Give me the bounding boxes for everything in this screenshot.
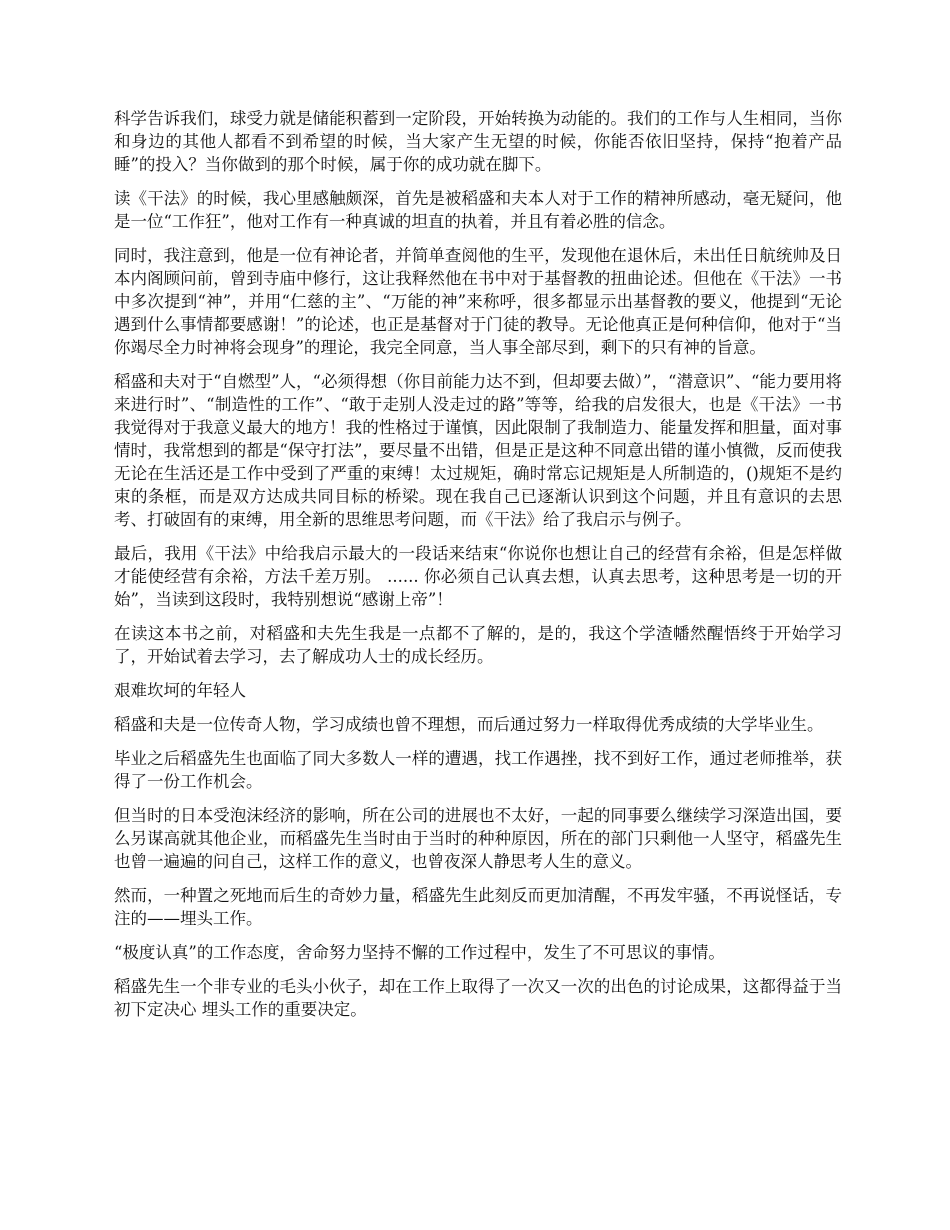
document-body — [114, 107, 842, 1032]
paragraph-extreme-diligence: “极度认真”的工作态度，舍命努力坚持不懈的工作过程中，发生了不可思议的事情。 — [114, 943, 725, 962]
paragraph-closing-quote: 最后，我用《干法》中给我启示最大的一段话来结束“你说你也想让自己的经营有余裕，但是怎样做才能使经营有余裕，方法千差万别。 ...... 你必须自己认真去想，认真去思考，这种思考是一切的开始”，当读到这段时，我特别想说“感谢上帝”！ — [114, 544, 842, 609]
paragraph-theist-observation: 同时，我注意到，他是一位有神论者，并简单查阅他的生平，发现他在退休后，未出任日航统帅及日本内阁顾问前，曾到寺庙中修行，这让我释然他在书中对于基督教的扭曲论述。但他在《干法》一书中多次提到“神”，并用“仁慈的主”、“万能的神”来称呼，很多都显示出基督教的要义，他提到“无论遇到什么事情都要感谢！”的论述，也正是基督对于门徒的教导。无论他真正是何种信仰，他对于“当你竭尽全力时神将会现身”的理论，我完全同意，当人事全部尽到，剩下的只有神的旨意。 — [114, 246, 842, 357]
paragraph-after-graduation: 毕业之后稻盛先生也面临了同大多数人一样的遭遇，找工作遇挫，找不到好工作，通过老师推举，获得了一份工作机会。 — [114, 749, 842, 791]
paragraph-self-ignition: 稻盛和夫对于“自燃型”人，“必须得想（你目前能力达不到，但却要去做）”，“潜意识”、“能力要用将来进行时”、“制造性的工作”、“敢于走别人没走过的路”等等，给我的启发很大，也是《干法》一书我觉得对于我意义最大的地方！我的性格过于谨慎，因此限制了我制造力、能量发挥和胆量，面对事情时，我常想到的都是“保守打法”，要尽量不出错，但是正是这种不同意出错的谨小慎微，反而使我无论在生活还是工作中受到了严重的束缚！太过规矩，确时常忘记规矩是人所制造的，()规矩不是约束的条框，而是双方达成共同目标的桥梁。现在我自己已逐渐认识到这个问题，并且有意识的去思考、打破固有的束缚，用全新的思维思考问题，而《干法》给了我启示与例子。 — [114, 372, 842, 529]
paragraph-results: 稻盛先生一个非专业的毛头小伙子，却在工作上取得了一次又一次的出色的讨论成果，这都得益于当初下定决心 埋头工作的重要决定。 — [114, 977, 842, 1019]
paragraph-reading-impression: 读《干法》的时候，我心里感触颇深，首先是被稻盛和夫本人对于工作的精神所感动，毫无疑问，他是一位“工作狂”，他对工作有一种真诚的坦直的执着，并且有着必胜的信念。 — [114, 189, 842, 231]
section-heading: 艰难坎坷的年轻人 — [114, 681, 246, 700]
paragraph-turning-point: 然而，一种置之死地而后生的奇妙力量，稻盛先生此刻反而更加清醒，不再发牢骚，不再说怪话，专注的——埋头工作。 — [114, 886, 842, 928]
paragraph-physics-analogy: 科学告诉我们，球受力就是储能积蓄到一定阶段，开始转换为动能的。我们的工作与人生相同，当你和身边的其他人都看不到希望的时候，当大家产生无望的时候，你能否依旧坚持，保持“抱着产品睡”的投入？当你做到的那个时候，属于你的成功就在脚下。 — [114, 109, 842, 174]
paragraph-bubble-economy: 但当时的日本受泡沫经济的影响，所在公司的进展也不太好，一起的同事要么继续学习深造出国，要么另谋高就其他企业，而稻盛先生当时由于当时的种种原因，所在的部门只剩他一人坚守，稻盛先生也曾一遍遍的问自己，这样工作的意义，也曾夜深人静思考人生的意义。 — [114, 806, 842, 871]
paragraph-before-reading: 在读这本书之前，对稻盛和夫先生我是一点都不了解的，是的，我这个学渣幡然醒悟终于开始学习了，开始试着去学习，去了解成功人士的成长经历。 — [114, 624, 842, 666]
paragraph-legend-intro: 稻盛和夫是一位传奇人物，学习成绩也曾不理想，而后通过努力一样取得优秀成绩的大学毕业生。 — [114, 715, 824, 734]
